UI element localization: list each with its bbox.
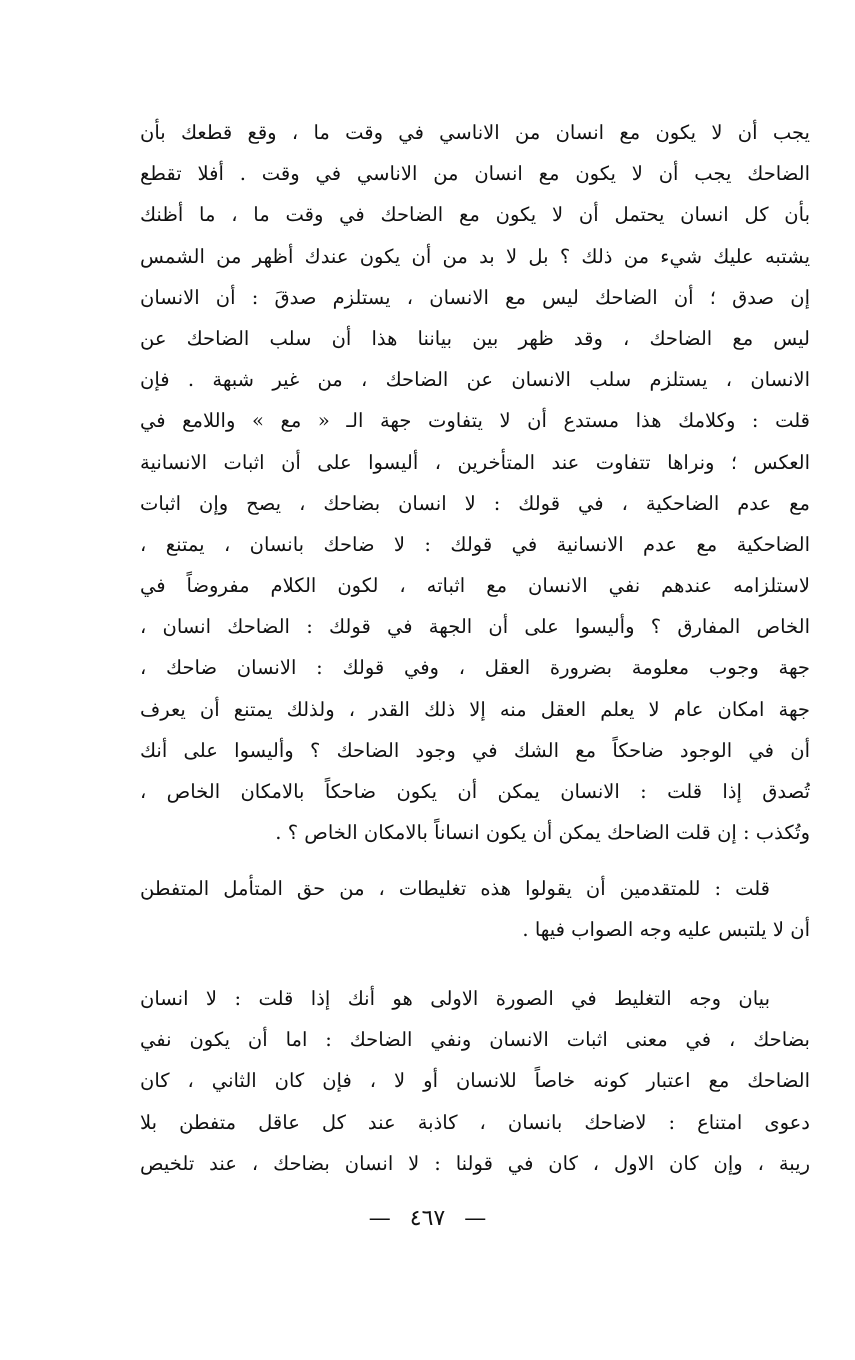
text-line: جهة وجوب معلومة بضرورة العقل ، وفي قولك : الانسان ضاحك ، — [140, 656, 810, 680]
text-line: جهة امكان عام لا يعلم العقل منه إلا ذلك القدر ، ولذلك يمتنع أن يعرف — [140, 697, 810, 721]
text-line: الضاحك مع اعتبار كونه خاصاً للانسان أو لا ، فإن كان الثاني ، كان — [140, 1069, 810, 1093]
text-line: بأن كل انسان يحتمل أن لا يكون مع الضاحك في وقت ما ، ما أظنك — [140, 203, 810, 227]
page-number-value: ٤٦٧ — [409, 1206, 446, 1231]
text-line: بضاحك ، في معنى اثبات الانسان ونفي الضاحك : اما أن يكون نفي — [140, 1028, 810, 1052]
text-line: ريبة ، وإن كان الاول ، كان في قولنا : لا انسان بضاحك ، عند تلخيص — [140, 1151, 810, 1175]
page-number-dash: — — [368, 1206, 391, 1231]
text-line: ليس مع الضاحك ، وقد ظهر بين بياننا هذا أن سلب الضاحك عن — [140, 326, 810, 350]
text-line: يشتبه عليك شيء من ذلك ؟ بل لا بد من أن يكون عندك أظهر من الشمس — [140, 244, 810, 268]
text-line: قلت : وكلامك هذا مستدع أن لا يتفاوت جهة الـ « مع » واللامع في — [140, 409, 810, 433]
page-number-dash: — — [464, 1206, 487, 1231]
text-line: العكس ؛ ونراها تتفاوت عند المتأخرين ، أليسوا على أن اثبات الانسانية — [140, 450, 810, 474]
text-line: يجب أن لا يكون مع انسان من الاناسي في وقت ما ، وقع قطعك بأن — [140, 121, 810, 144]
page-number — [0, 1206, 855, 1231]
text-line: أن في الوجود ضاحكاً مع الشك في وجود الضاحك ؟ وأليسوا على أنك — [140, 738, 810, 762]
text-line: الخاص المفارق ؟ وأليسوا على أن الجهة في قولك : الضاحك انسان ، — [140, 615, 810, 639]
paragraph-3 — [140, 978, 810, 1184]
text-line: بيان وجه التغليط في الصورة الاولى هو أنك إذا قلت : لا انسان — [140, 987, 770, 1010]
text-line: الانسان ، يستلزم سلب الانسان عن الضاحك ، من غير شبهة . فإن — [140, 368, 810, 392]
text-line: الضاحكية مع عدم الانسانية في قولك : لا ضاحك بانسان ، يمتنع ، — [140, 532, 810, 556]
paragraph-1 — [140, 112, 810, 853]
text-line: دعوى امتناع : لاضاحك بانسان ، كاذبة عند كل عاقل متفطن بلا — [140, 1110, 810, 1134]
text-line: لاستلزامه عندهم نفي الانسان مع اثباته ، لكون الكلام مفروضاً في — [140, 574, 810, 598]
text-line: مع عدم الضاحكية ، في قولك : لا انسان بضاحك ، يصح وإن اثبات — [140, 491, 810, 515]
text-line: الضاحك يجب أن لا يكون مع انسان من الاناسي في وقت . أفلا تقطع — [140, 162, 810, 186]
paragraph-2 — [140, 868, 810, 950]
text-line: أن لا يلتبس عليه وجه الصواب فيها . — [522, 918, 810, 942]
text-line: قلت : للمتقدمين أن يقولوا هذه تغليطات ، من حق المتأمل المتفطن — [140, 877, 770, 900]
text-line: وتُكذب : إن قلت الضاحك يمكن أن يكون انساناً بالامكان الخاص ؟ . — [275, 821, 810, 845]
text-line: تُصدق إذا قلت : الانسان يمكن أن يكون ضاحكاً بالامكان الخاص ، — [140, 780, 810, 803]
text-line: إن صدق ؛ أن الضاحك ليس مع الانسان ، يستلزم صدقَ : أن الانسان — [140, 285, 810, 309]
